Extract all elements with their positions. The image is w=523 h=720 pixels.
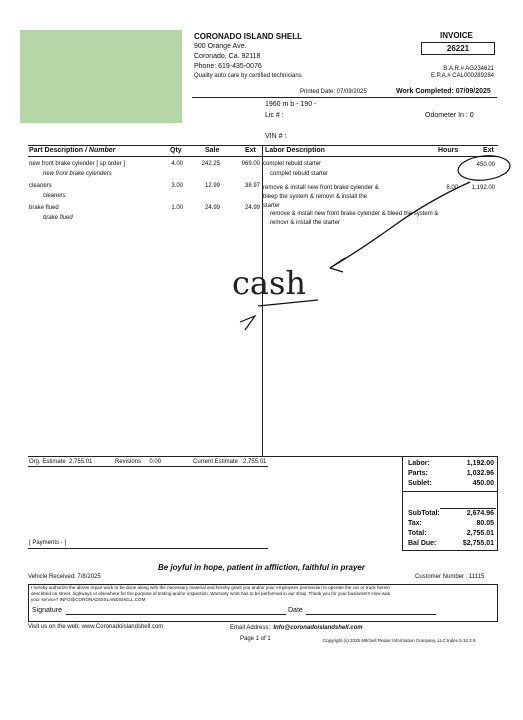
labor-header-ext: Ext bbox=[483, 147, 494, 154]
parts-header-ext: Ext bbox=[245, 147, 256, 154]
bal-due-value: $2,755.01 bbox=[462, 540, 494, 547]
vehicle-received: Vehicle Received: 7/8/2025 bbox=[28, 574, 101, 580]
signature-label: Signature bbox=[32, 607, 62, 614]
part-1-ext: 969.00 bbox=[241, 161, 260, 167]
vehicle-desc: 1960 m b - 190 - bbox=[265, 101, 317, 108]
labor-3-line2: removr & install the starter bbox=[270, 220, 341, 226]
payments: [ Payments - ] bbox=[29, 540, 67, 546]
part-1-sub: new front brake cylenders bbox=[43, 171, 112, 177]
copyright: Copyright (c) 2025 Mitchell Repair Information Company, LLC Index 5.12.2 9 bbox=[323, 638, 476, 643]
labor-2-line2: bleep the system & removr & install the bbox=[263, 194, 368, 200]
part-1-qty: 4.00 bbox=[171, 161, 183, 167]
part-3-ext: 24.99 bbox=[244, 205, 260, 211]
shop-address: 900 Orange Ave. bbox=[194, 43, 247, 50]
labor-2-ext: 1,192.00 bbox=[471, 185, 495, 191]
parts-header-sale: Sale bbox=[205, 147, 220, 154]
part-2-qty: 3.00 bbox=[171, 183, 183, 189]
epa-number: E.P.A.# CAL000289284 bbox=[431, 73, 494, 79]
bar-number: B.A.R.# AG234621 bbox=[443, 66, 494, 72]
invoice-number: 26221 bbox=[421, 42, 495, 55]
current-estimate: Current Estimate 2,755.01 bbox=[193, 459, 267, 465]
total-labor-label: Labor: bbox=[408, 460, 430, 467]
vehicle-odometer: Odometer In : 0 bbox=[425, 112, 474, 119]
total-value: 2,755.01 bbox=[466, 530, 494, 537]
motto: Be joyful in hope, patient in affliction, faithful in prayer bbox=[158, 563, 365, 572]
work-completed: Work Completed: 07/09/2025 bbox=[396, 88, 491, 95]
shop-phone: Phone: 619-435-0076 bbox=[194, 63, 262, 70]
website: Visit us on the web: www.Coronadoislandshell.com bbox=[28, 624, 164, 630]
total-label: Total: bbox=[408, 530, 427, 537]
part-2-sale: 12.99 bbox=[204, 183, 220, 189]
authorization-text: I hereby authorize the above repair work to be done along with the necessary material and hereby grant you and/or your employees permission to operate the car or truck herein described on street, highways or elsewhere for the purpose of testing and/or inspection. Warranty work has to be performed in our shop. Thank you for your business!!! How was your service? INFO@CORONADOISLANDSHELL.COM bbox=[31, 585, 391, 602]
shop-name: CORONADO ISLAND SHELL bbox=[194, 32, 302, 41]
labor-2-line3: starter bbox=[263, 203, 281, 209]
labor-3-line1: remove & install new front brake cylender & bleed the system & bbox=[270, 211, 439, 217]
labor-2-hours: 8.00 bbox=[446, 185, 458, 191]
labor-header-desc: Labor Description bbox=[265, 147, 325, 154]
part-2-ext: 38.97 bbox=[244, 183, 260, 189]
page-number: Page 1 of 1 bbox=[240, 636, 271, 642]
labor-1-line2: complet rebuld starter bbox=[270, 171, 329, 177]
total-sublet-value: 450.00 bbox=[472, 480, 494, 487]
shop-tagline: Quality auto care by certified technicians bbox=[194, 73, 302, 79]
part-2-name: cleaners bbox=[29, 183, 52, 189]
bal-due-label: Bal Due: bbox=[408, 540, 437, 547]
part-3-sale: 24.99 bbox=[204, 205, 220, 211]
subtotal-label: SubTotal: bbox=[408, 510, 440, 517]
total-labor-value: 1,192.00 bbox=[466, 460, 494, 467]
part-1-name: new front brake cylender [ sp order ] bbox=[29, 161, 126, 167]
labor-1-line1: complet rebuld starter bbox=[263, 161, 322, 167]
labor-header-hours: Hours bbox=[438, 147, 459, 154]
email: Email Address: Info@coronadoislandshell.com bbox=[230, 625, 363, 631]
parts-header-qty: Qty bbox=[170, 147, 182, 154]
tax-label: Tax: bbox=[408, 520, 422, 527]
part-2-sub: cleaners bbox=[43, 193, 66, 199]
printed-date: Printed Date: 07/09/2025 bbox=[300, 89, 367, 95]
orig-estimate: Org. Estimate 2,755.01 bbox=[29, 459, 93, 465]
total-parts-value: 1,032.96 bbox=[466, 470, 494, 477]
revisions: Revisions 0.00 bbox=[115, 459, 162, 465]
vehicle-lic: Lic # : bbox=[265, 112, 284, 119]
part-3-sub: brake flued bbox=[43, 215, 73, 221]
handwritten-cash: cash bbox=[232, 264, 307, 302]
invoice-label: INVOICE bbox=[440, 31, 473, 40]
part-3-name: brake flued bbox=[29, 205, 59, 211]
subtotal-value: 2,674.96 bbox=[466, 510, 494, 517]
shop-city: Coronado, Ca. 92118 bbox=[194, 53, 261, 60]
tax-value: 80.05 bbox=[476, 520, 494, 527]
labor-1-ext: 450.00 bbox=[476, 162, 495, 168]
customer-number: Customer Number : 11115 bbox=[415, 574, 485, 580]
labor-2-line1: remove & install new front brake cylender & bbox=[263, 185, 379, 191]
total-sublet-label: Sublet: bbox=[408, 480, 432, 487]
date-label: Date bbox=[288, 607, 303, 614]
part-1-sale: 242.25 bbox=[201, 161, 220, 167]
parts-header-desc: Part Description / Number bbox=[29, 147, 116, 154]
part-3-qty: 1.00 bbox=[171, 205, 183, 211]
vehicle-vin: VIN # : bbox=[265, 133, 287, 140]
total-parts-label: Parts: bbox=[408, 470, 428, 477]
